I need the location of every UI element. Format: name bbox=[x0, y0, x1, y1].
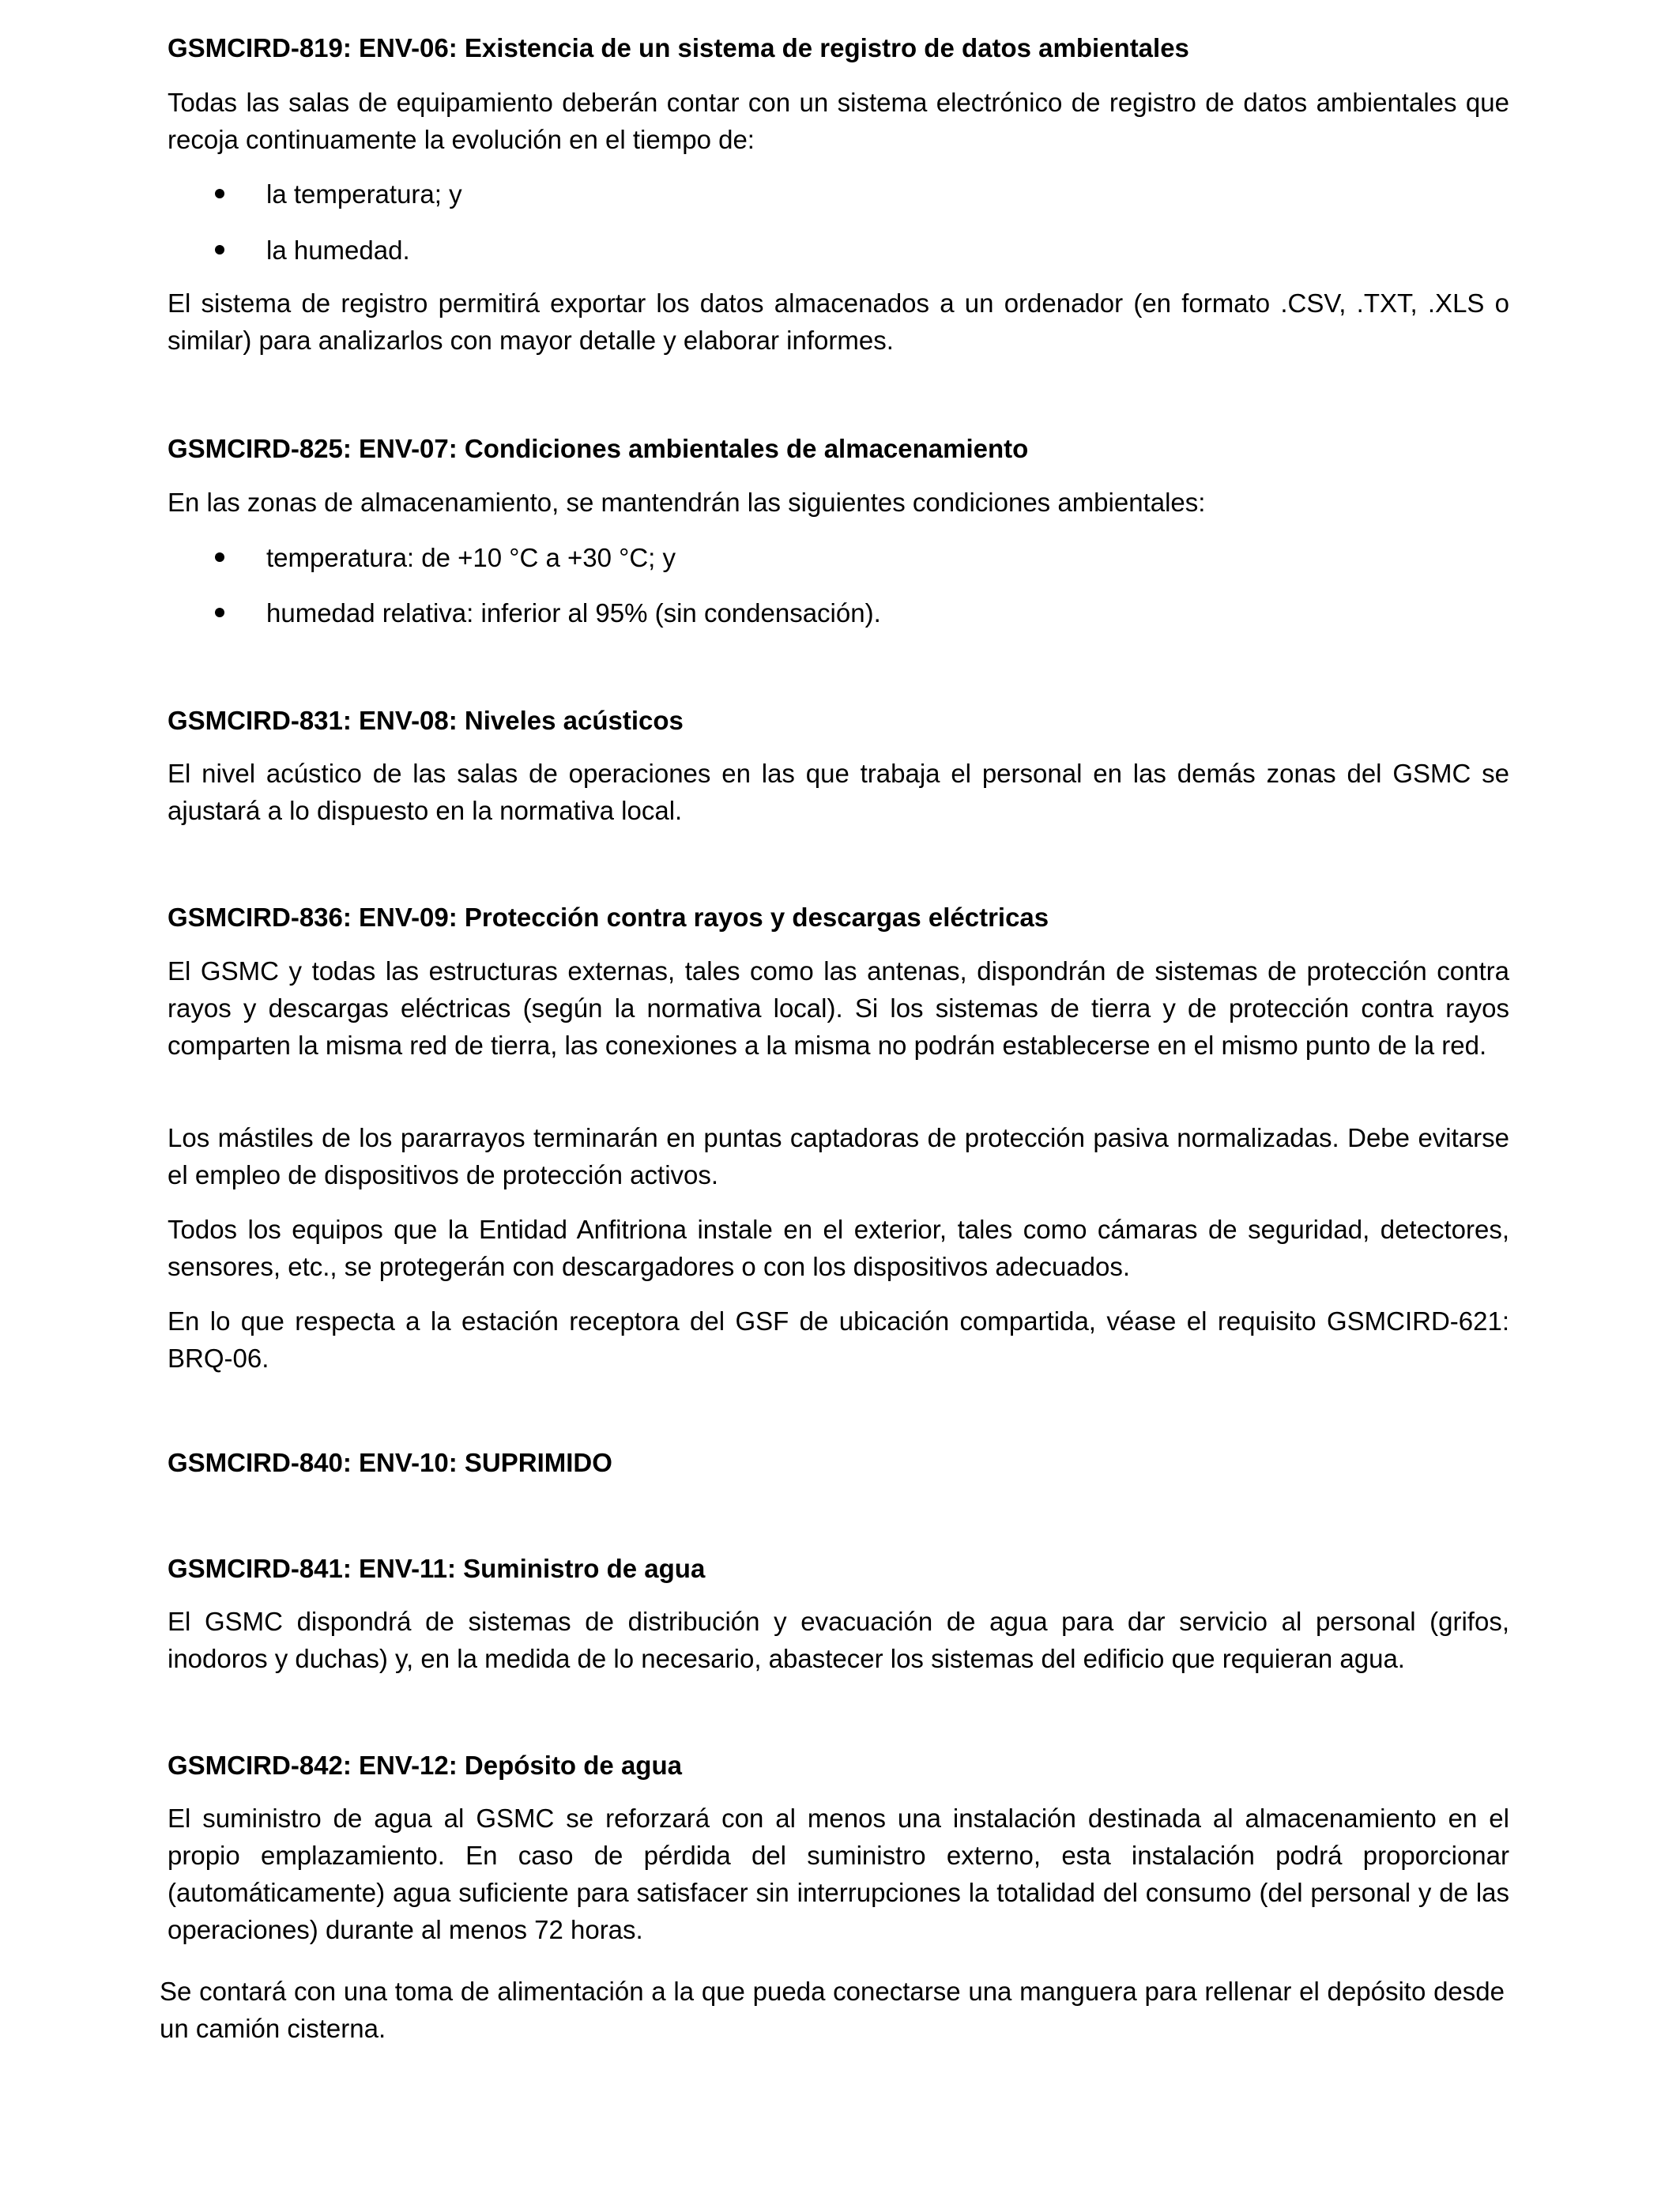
section-env-07 bbox=[168, 431, 1509, 467]
section-heading: GSMCIRD-841: ENV-11: Suministro de agua bbox=[168, 1554, 706, 1583]
section-heading: GSMCIRD-842: ENV-12: Depósito de agua bbox=[168, 1751, 682, 1780]
closing-block bbox=[160, 1973, 1505, 2047]
section-env-09-p3 bbox=[168, 1211, 1509, 1285]
section-env-06-bullets bbox=[168, 175, 1509, 213]
bullet-icon bbox=[215, 245, 224, 254]
closing-paragraph: Se contará con una toma de alimentación a la que pueda conectarse una manguera para rellenar el depósito desde un camión cisterna. bbox=[160, 1977, 1505, 2043]
section-heading: GSMCIRD-840: ENV-10: SUPRIMIDO bbox=[168, 1448, 612, 1477]
bullet-icon bbox=[215, 608, 224, 617]
bullet-list bbox=[168, 175, 1509, 213]
paragraph: Todos los equipos que la Entidad Anfitriona instale en el exterior, tales como cámaras de seguridad, detectores, sensores, etc., se protegerán con descargadores o con los dispositivos adecuados. bbox=[168, 1215, 1509, 1281]
section-env-06-intro bbox=[168, 84, 1509, 158]
section-env-10 bbox=[168, 1445, 1509, 1481]
paragraph: El sistema de registro permitirá exportar los datos almacenados a un ordenador (en formato .CSV, .TXT, .XLS o similar) para analizarlos con mayor detalle y elaborar informes. bbox=[168, 288, 1509, 355]
list-item-text: la temperatura; y bbox=[266, 179, 462, 209]
section-heading: GSMCIRD-831: ENV-08: Niveles acústicos bbox=[168, 706, 684, 735]
paragraph: El suministro de agua al GSMC se reforzará con al menos una instalación destinada al almacenamiento en el propio emplazamiento. En caso de pérdida del suministro externo, esta instalación podrá proporcionar (automáticamente) agua suficiente para satisfacer sin interrupciones la totalidad del consumo (del personal y de las operaciones) durante al menos 72 horas. bbox=[168, 1804, 1509, 1944]
section-env-09 bbox=[168, 899, 1509, 936]
bullet-list bbox=[168, 539, 1509, 576]
bullet-icon bbox=[215, 552, 224, 562]
section-env-09-p2 bbox=[168, 1119, 1509, 1193]
paragraph: El GSMC y todas las estructuras externas, tales como las antenas, dispondrán de sistemas de protección contra rayos y descargas eléctricas (según la normativa local). Si los sistemas de tierra y de protección contra rayos comparten la misma red de tierra, las conexiones a la misma no podrán establecerse en el mismo punto de la red. bbox=[168, 956, 1509, 1060]
section-env-11 bbox=[168, 1551, 1509, 1587]
bullet-list bbox=[168, 594, 1509, 631]
list-item-text: humedad relativa: inferior al 95% (sin condensación). bbox=[266, 598, 881, 628]
section-env-08 bbox=[168, 703, 1509, 739]
section-env-12 bbox=[168, 1747, 1509, 1784]
paragraph: Los mástiles de los pararrayos terminarán en puntas captadoras de protección pasiva normalizadas. Debe evitarse el empleo de dispositivos de protección activos. bbox=[168, 1123, 1509, 1189]
paragraph: El nivel acústico de las salas de operaciones en las que trabaja el personal en las demás zonas del GSMC se ajustará a lo dispuesto en la normativa local. bbox=[168, 759, 1509, 825]
section-env-07-intro bbox=[168, 484, 1509, 521]
section-env-08-body bbox=[168, 755, 1509, 829]
section-heading: GSMCIRD-819: ENV-06: Existencia de un sistema de registro de datos ambientales bbox=[168, 33, 1189, 62]
section-env-06-outro bbox=[168, 285, 1509, 359]
section-env-07-bullets-2 bbox=[168, 594, 1509, 631]
section-env-09-p4 bbox=[168, 1302, 1509, 1377]
section-env-07-bullets bbox=[168, 539, 1509, 576]
section-env-09-p1 bbox=[168, 952, 1509, 1064]
section-heading: GSMCIRD-825: ENV-07: Condiciones ambientales de almacenamiento bbox=[168, 434, 1029, 463]
section-heading: GSMCIRD-836: ENV-09: Protección contra rayos y descargas eléctricas bbox=[168, 903, 1049, 932]
bullet-icon bbox=[215, 189, 224, 198]
paragraph: En lo que respecta a la estación receptora del GSF de ubicación compartida, véase el requisito GSMCIRD-621: BRQ-06. bbox=[168, 1306, 1509, 1373]
list-item bbox=[168, 175, 1509, 213]
section-env-11-body bbox=[168, 1603, 1509, 1677]
list-item bbox=[168, 594, 1509, 631]
list-item-text: temperatura: de +10 °C a +30 °C; y bbox=[266, 543, 676, 572]
paragraph: El GSMC dispondrá de sistemas de distribución y evacuación de agua para dar servicio al personal (grifos, inodoros y duchas) y, en la medida de lo necesario, abastecer los sistemas del edificio que requieran agua. bbox=[168, 1607, 1509, 1673]
list-item bbox=[168, 232, 1509, 269]
paragraph: Todas las salas de equipamiento deberán contar con un sistema electrónico de registro de datos ambientales que recoja continuamente la evolución en el tiempo de: bbox=[168, 88, 1509, 154]
section-env-06-bullets-2 bbox=[168, 232, 1509, 269]
section-env-12-body bbox=[168, 1800, 1509, 1948]
section-env-06 bbox=[168, 30, 1509, 66]
paragraph: En las zonas de almacenamiento, se mantendrán las siguientes condiciones ambientales: bbox=[168, 488, 1206, 517]
bullet-list bbox=[168, 232, 1509, 269]
list-item-text: la humedad. bbox=[266, 236, 410, 265]
list-item bbox=[168, 539, 1509, 576]
